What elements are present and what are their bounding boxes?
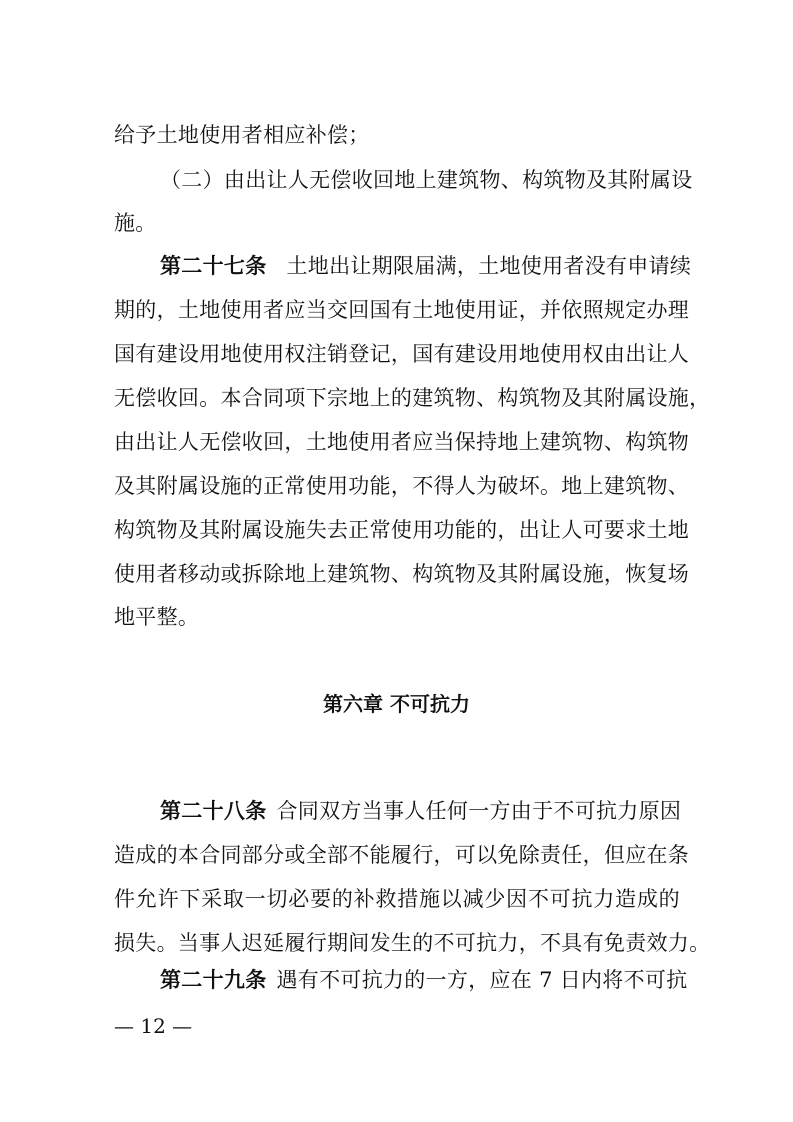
text-line: 使用者移动或拆除地上建筑物、构筑物及其附属设施，恢复场 xyxy=(114,562,690,586)
text-span: 遇有不可抗力的一方，应在 7 日内将不可抗 xyxy=(276,968,688,992)
text-line: 损失。当事人迟延履行期间发生的不可抗力，不具有免责效力。 xyxy=(114,931,711,955)
article-29-first-line xyxy=(160,966,688,994)
text-line: 由出让人无偿收回，土地使用者应当保持地上建筑物、构筑物 xyxy=(114,430,690,454)
article-29-heading: 第二十九条 xyxy=(160,968,267,992)
text-line: 构筑物及其附属设施失去正常使用功能的，出让人可要求土地 xyxy=(114,518,690,542)
text-span: 合同双方当事人任何一方由于不可抗力原因 xyxy=(276,799,682,823)
text-line: 及其附属设施的正常使用功能，不得人为破坏。地上建筑物、 xyxy=(114,474,690,498)
text-span: 土地出让期限届满，土地使用者没有申请续 xyxy=(286,254,692,278)
text-line: 施。 xyxy=(114,211,157,235)
article-28-heading: 第二十八条 xyxy=(160,799,267,823)
article-28-first-line xyxy=(160,797,680,825)
text-line: 期的，土地使用者应当交回国有土地使用证，并依照规定办理 xyxy=(114,298,690,322)
chapter-title: 第六章 不可抗力 xyxy=(323,692,470,716)
article-27-heading: 第二十七条 xyxy=(160,254,267,278)
text-line: 无偿收回。本合同项下宗地上的建筑物、构筑物及其附属设施， xyxy=(114,386,711,410)
text-line: 造成的本合同部分或全部不能履行，可以免除责任，但应在条 xyxy=(114,843,690,867)
text-line: 地平整。 xyxy=(114,605,200,629)
page-number: — 12 — xyxy=(114,1014,193,1038)
article-27-first-line xyxy=(160,252,692,280)
text-line: 给予土地使用者相应补偿； xyxy=(114,123,370,147)
text-line: （二）由出让人无偿收回地上建筑物、构筑物及其附属设 xyxy=(160,168,693,192)
text-line: 件允许下采取一切必要的补救措施以减少因不可抗力造成的 xyxy=(114,887,680,911)
text-line: 国有建设用地使用权注销登记，国有建设用地使用权由出让人 xyxy=(114,342,690,366)
